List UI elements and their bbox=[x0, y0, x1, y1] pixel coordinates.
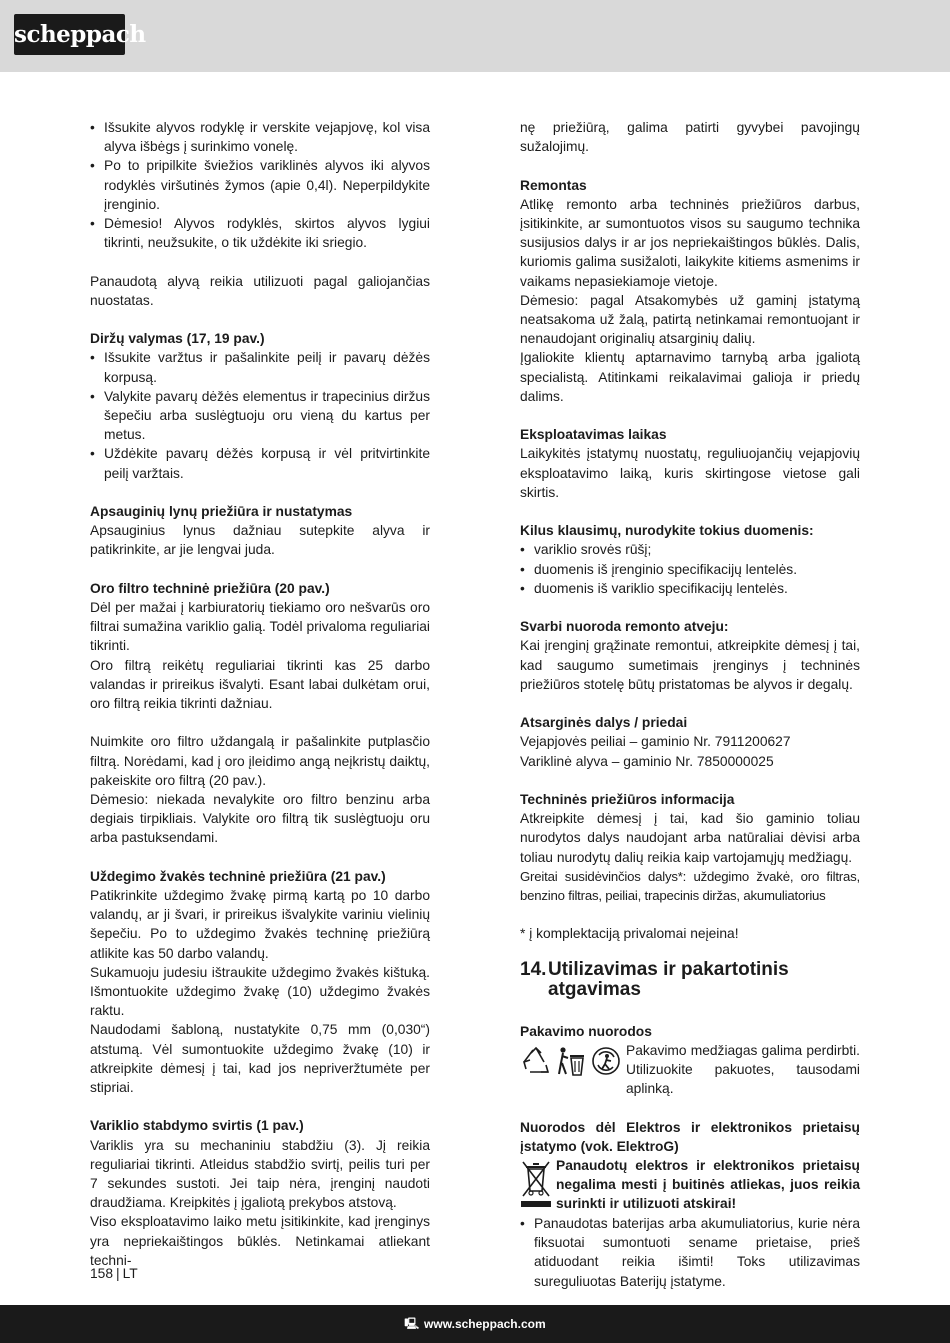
continuation-text: nę priežiūrą, galima patirti gyvybei pavojingų sužalojimų. bbox=[520, 120, 860, 155]
packaging-text: Pakavimo medžiagas galima perdirbti. Utilizuokite pakuotes, tausodami aplinką. bbox=[626, 1042, 860, 1097]
language-code: LT bbox=[122, 1266, 138, 1281]
cables-text: Apsauginius lynus dažniau sutepkite alyva ir patikrinkite, ar jie lengvai juda. bbox=[90, 523, 430, 558]
left-column bbox=[90, 118, 430, 1270]
service-life-heading: Eksploatavimas laikas bbox=[520, 427, 667, 443]
list-item: • Išsukite varžtus ir pašalinkite peilį ir pavarų dėžės korpusą. bbox=[90, 348, 430, 386]
waste-bin-person-icon bbox=[555, 1045, 587, 1077]
repair-text: Atlikę remonto arba techninės priežiūros darbus, įsitikinkite, ar sumontuotos visos su saugumo technika susijusios dalys ir ar jos nepriekaištingos būklės. Dalis, kuriomis galima susižaloti, laikykite kitiems asmenims ir vaikams nepasiekiamoje vietoje. bbox=[520, 196, 860, 289]
air-filter-text: Oro filtrą reikėtų reguliariai tikrinti kas 25 darbo valandas ir prireikus išvalyti. Esant labai dulkėtam orui, oro filtrą reikia tikrinti dažniau. bbox=[90, 657, 430, 712]
footnote-text: * į komplektaciją privalomai neįeina! bbox=[520, 926, 739, 942]
wear-parts-text: Greitai susidėvinčios dalys*: uždegimo žvakė, oro filtras, benzino filtras, peiliai, trapecinis diržas, akumuliatorius bbox=[520, 868, 860, 904]
brake-text: Variklis yra su mechaniniu stabdžiu (3). Jį reikia reguliariai tikrinti. Atleidus stabdžio svirtį, peilis turi per 7 sekundes sustoti. Jei taip nėra, įrenginį naudoti draudžiama. Kreipkitės į įgaliotą prekybos atstovą. bbox=[90, 1137, 430, 1211]
spark-plug-heading: Uždegimo žvakės techninė priežiūra (21 pav.) bbox=[90, 868, 386, 884]
questions-list bbox=[520, 540, 860, 598]
maintenance-info-text: Atkreipkite dėmesį į tai, kad šio gaminio toliau nurodytos dalys naudojant arba natūraliai dėvisi arba toliau nurodytų dalių reikia kaip vartojamųjų medžiagų. bbox=[520, 811, 860, 865]
repair-note-heading: Svarbi nuoroda remonto atveju: bbox=[520, 619, 729, 635]
list-item: • Išsukite alyvos rodyklę ir verskite vejapjovę, kol visa alyva išbėgs į surinkimo vonelę. bbox=[90, 118, 430, 156]
questions-heading: Kilus klausimų, nurodykite tokius duomenis: bbox=[520, 523, 814, 539]
air-filter-heading: Oro filtro techninė priežiūra (20 pav.) bbox=[90, 580, 330, 596]
belt-heading: Diržų valymas (17, 19 pav.) bbox=[90, 331, 265, 347]
oil-change-list bbox=[90, 118, 430, 252]
repair-note-text: Kai įrenginį grąžinate remontui, atkreipkite dėmesį į tai, kad saugumo sumetimais įrenginys į techninės priežiūros stotelę būtų pristatomas be alyvos ir degalų. bbox=[520, 638, 860, 692]
spark-plug-text: Patikrinkite uždegimo žvakę pirmą kartą po 10 darbo valandų, ar ji švari, ir prireikus išvalykite variniu vielinių šepečiu. Po to uždegimo žvakės techninę priežiūrą atlikite kas 50 darbo valandų. bbox=[90, 888, 430, 961]
list-item: • Valykite pavarų dėžės elementus ir trapecinius diržus šepečiu arba suslėgtuoju oru vieną du kartus per metus. bbox=[90, 387, 430, 445]
header-band bbox=[0, 0, 950, 72]
service-life-text: Laikykitės įstatymų nuostatų, reguliuojančių vejapjovių eksploatavimo laiką, kuris skirtingose vietose gali skirtis. bbox=[520, 446, 860, 500]
page-separator: | bbox=[116, 1266, 120, 1281]
oil-disposal-text: Panaudotą alyvą reikia utilizuoti pagal galiojančias nuostatas. bbox=[90, 273, 430, 308]
brake-heading: Variklio stabdymo svirtis (1 pav.) bbox=[90, 1118, 304, 1134]
spark-plug-text: Naudodami šabloną, nustatykite 0,75 mm (0,030“) atstumą. Vėl sumontuokite uždegimo žvakę (10) ir atkreipkite dėmesį į tai, kad jos nepriveržtumėte per stipriai. bbox=[90, 1022, 430, 1096]
list-item: • duomenis iš įrenginio specifikacijų lentelės. bbox=[520, 560, 860, 579]
cables-heading: Apsauginių lynų priežiūra ir nustatymas bbox=[90, 504, 353, 520]
weee-row bbox=[520, 1156, 860, 1214]
section-14-title bbox=[520, 960, 860, 1000]
section-title-text: Utilizavimas ir pakartotinis atgavimas bbox=[548, 958, 789, 1000]
weee-heading: Nuorodos dėl Elektros ir elektronikos prietaisų įstatymo (vok. ElektroG) bbox=[520, 1119, 860, 1154]
repair-heading: Remontas bbox=[520, 177, 587, 193]
list-item: • duomenis iš variklio specifikacijų lentelės. bbox=[520, 579, 860, 598]
footer-band bbox=[0, 1305, 950, 1343]
list-item: • Dėmesio! Alyvos rodyklės, skirtos alyvos lygiui tikrinti, neužsukite, o tik uždėkite iki sriegio. bbox=[90, 214, 430, 252]
page-number bbox=[90, 1266, 138, 1281]
spare-part-line: Vejapjovės peiliai – gaminio Nr. 7911200627 bbox=[520, 734, 791, 750]
air-filter-text: Dėmesio: niekada nevalykite oro filtro benzinu arba degiais tirpikliais. Valykite oro filtrą tik suslėgtuoju oru arba pastuksendami. bbox=[90, 792, 430, 846]
brake-text: Viso eksploatavimo laiko metu įsitikinkite, kad įrenginys yra nepriekaištingos būklės. Netinkamai atliekant techni- bbox=[90, 1214, 430, 1268]
weee-warning-text: Panaudotų elektros ir elektronikos prietaisų negalima mesti į buitinės atliekas, juos reikia surinkti ir utilizuoti atskirai! bbox=[556, 1158, 860, 1212]
air-filter-text: Dėl per mažai į karbiuratorių tiekiamo oro nešvarūs oro filtrai sumažina variklio galią. Todėl privaloma reguliariai tikrinti. bbox=[90, 600, 430, 654]
packaging-row bbox=[520, 1041, 860, 1099]
spark-plug-text: Sukamuoju judesiu ištraukite uždegimo žvakės kištuką. Išmontuokite uždegimo žvakę (10) uždegimo žvakės raktu. bbox=[90, 964, 430, 1019]
air-filter-text: Nuimkite oro filtro uždangalą ir pašalinkite putplasčio filtrą. Norėdami, kad į oro įleidimo angą neįkristų daiktų, pakeiskite oro filtrą (20 pav.). bbox=[90, 734, 430, 788]
repair-text: Dėmesio: pagal Atsakomybės už gaminį įstatymą neatsakoma už žalą, patirtą netinkamai remontuojant ir nenaudojant originalių atsarginių dalių. bbox=[520, 292, 860, 347]
repair-text: Įgaliokite klientų aptarnavimo tarnybą arba įgaliotą specialistą. Atitinkami reikalavimai galioja ir priedų dalims. bbox=[520, 350, 860, 404]
spare-parts-heading: Atsarginės dalys / priedai bbox=[520, 715, 688, 731]
packaging-icons bbox=[520, 1041, 622, 1079]
website-link[interactable]: www.scheppach.com bbox=[424, 1317, 546, 1331]
recycle-person-icon bbox=[590, 1045, 622, 1077]
crossed-out-bin-icon bbox=[520, 1156, 552, 1214]
list-item: • Panaudotas baterijas arba akumuliatorius, kurie nėra fiksuotai sumontuoti sename prietaise, prieš atiduodant reikia išimti! Toks utilizavimas sureguliuotas Baterijų įstatyme. bbox=[520, 1214, 860, 1291]
section-number: 14. bbox=[520, 958, 547, 980]
page-number-value: 158 bbox=[90, 1266, 114, 1281]
recycle-icon bbox=[520, 1045, 552, 1077]
maintenance-info-heading: Techninės priežiūros informacija bbox=[520, 792, 735, 808]
list-item: • variklio srovės rūšį; bbox=[520, 540, 860, 559]
packaging-heading: Pakavimo nuorodos bbox=[520, 1023, 652, 1039]
list-item: • Uždėkite pavarų dėžės korpusą ir vėl pritvirtinkite peilį varžtais. bbox=[90, 444, 430, 482]
belt-list bbox=[90, 348, 430, 482]
computer-icon: 🖳︎ bbox=[404, 1317, 420, 1330]
list-item: • Po to pripilkite šviežios variklinės alyvos iki alyvos rodyklės viršutinės žymos (apie 0,4l). Neperpildykite įrenginio. bbox=[90, 156, 430, 214]
spare-part-line: Variklinė alyva – gaminio Nr. 7850000025 bbox=[520, 753, 774, 769]
battery-list bbox=[520, 1214, 860, 1291]
right-column bbox=[520, 118, 860, 1291]
scheppach-logo: scheppach bbox=[14, 14, 125, 55]
